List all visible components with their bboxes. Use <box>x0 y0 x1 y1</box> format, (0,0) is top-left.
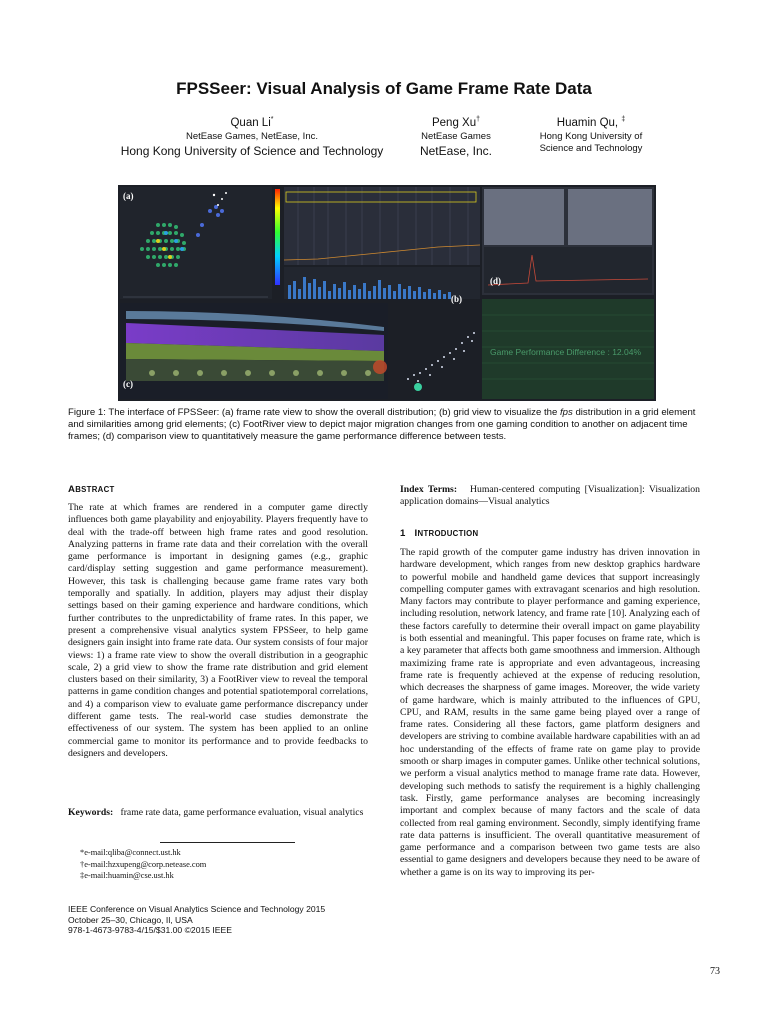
comparison-view <box>482 187 654 399</box>
panel-label-c: (c) <box>123 379 133 389</box>
author-mark: * <box>270 116 274 123</box>
panel-label-d: (d) <box>490 276 501 286</box>
footnote: ‡e-mail:huamin@cse.ust.hk <box>80 871 174 880</box>
footnote: *e-mail:qliba@connect.ust.hk <box>80 848 181 857</box>
heading-rest: BSTRACT <box>75 485 115 494</box>
heading-initial: I <box>414 528 418 539</box>
caption-fps: fps <box>559 407 573 418</box>
author-affiliation: Hong Kong University of Science and Technology <box>120 143 384 158</box>
index-terms <box>400 484 700 509</box>
footnotes <box>80 847 206 882</box>
keywords <box>68 807 368 819</box>
footnote: †e-mail:hzxupeng@corp.netease.com <box>80 859 207 869</box>
performance-difference-label: Game Performance Difference : 12.04% <box>490 347 642 357</box>
introduction-heading <box>400 528 478 539</box>
conference-line: IEEE Conference on Visual Analytics Science and Technology 2015 <box>68 904 326 914</box>
footnote-rule <box>160 842 295 843</box>
heading-rest: NTRODUCTION <box>417 529 479 538</box>
author-affiliation: NetEase Games, NetEase, Inc. <box>185 130 318 142</box>
color-legend <box>275 189 280 285</box>
keywords-label: Keywords: <box>68 807 114 818</box>
author-affiliation: NetEase Games <box>421 130 491 142</box>
introduction-text: The rapid growth of the computer game industry has driven innovation in hardware development, which ranges from new desktop graphics hardware to powerful mobile and handheld game devices that support increasingly compelling computer games with extravagant scenarios and high resolution. Many factors may contribute to player performance and gaming experience, including resolution, network latency, and frame rate [10]. Analyzing each of these factors carefully to determine their overall impact on game playability is both essential and meaningful. This paper focuses on frame rate, which is a key parameter that affects both game smoothness and immersion. Although maximizing frame rate is appropriate and even advantageous, increasing frame rate is frequently achieved at the expense of reducing resolution, which decreases the sharpness of game images. Moreover, the wide variety of game hardware, which is mainly attributed to the influences of GPU, CPU, and RAM, results in the same game being played over a range of frame rates. Considering all these factors, game platform designers and developers are striving to combine available hardware capabilities with an ad hoc understanding of the effects of frame rate on game play to provide smooth or sharp images in computer games. Unlike other technical solutions, we perform a visual analytics method to manage frame rate data. However, developing such methods to satisfy the requirement is a highly challenging task. Firstly, game performance analyses are becoming increasingly important and complex because of many factors and the scale of data collected from real gaming environment. Secondly, simply identifying frame rate data patterns is insufficient. The overall quantitative measurement of game performance and a comparison between two game tests are also essential to game designers and developers because they need to be aware of whether a game is on its way to improving its per- <box>400 547 700 878</box>
panel-label-a: (a) <box>123 191 134 201</box>
grid-view <box>284 187 480 299</box>
conference-line: October 25–30, Chicago, Il, USA <box>68 914 193 925</box>
author-mark: ‡ <box>621 116 626 123</box>
author-2 <box>400 112 512 159</box>
author-name: Huamin Qu, <box>556 116 619 129</box>
author-affiliation: Science and Technology <box>539 142 643 154</box>
figure-caption <box>68 407 700 444</box>
keywords-text: frame rate data, game performance evaluation, visual analytics <box>120 807 364 818</box>
author-name: Quan Li <box>230 116 271 129</box>
caption-part: distribution in a grid element and similarities among grid elements; (c) FootRiver view to depict major migration changes from one gaming condition to another on adjacent time frames; (d) comparison view to quantitatively measure the game performance difference between tests. <box>68 407 696 443</box>
heading-initial: A <box>68 484 76 495</box>
page-number: 73 <box>710 966 720 977</box>
paper-title: FPSSeer: Visual Analysis of Game Frame Rate Data <box>176 79 592 98</box>
author-1 <box>108 112 396 159</box>
author-affiliation: NetEase, Inc. <box>419 143 493 158</box>
abstract-text: The rate at which frames are rendered in a computer game directly influences both game playability and enjoyability. Players frequently have to deal with the trade-off between high frame rates and good resolution. Analyzing patterns in frame rate data and their correlation with the overall game performance is important in designing games (e.g., graphic card/display setting suggestion and game performance measurement). However, this task is challenging because game frame rates vary both temporally and spatially. In addition, players may adjust their display settings based on their gaming experience and hardware conditions, which further contributes to the unpredictability of frame rates. In this paper, we present a comprehensive visual analytics system FPSSeer, to help game designers gain insight into frame rate data. Our system consists of four major views: 1) a frame rate view to show the overall distribution in a geographic scale, 2) a grid view to show the frame rate distribution and grid element clusters based on their similarity, 3) a FootRiver view to reveal the temporal patterns in game condition changes and potential spatiotemporal correlations, and 4) a comparison view to evaluate game performance discrepancy under different game tests. The real-world case studies demonstrate the effectiveness of our system. The system has been applied to an online commercial game to monitor its performance and to provide feedbacks to designers and developers. <box>68 502 368 759</box>
index-terms-label: Index Terms: <box>400 484 458 495</box>
author-affiliation: Hong Kong University of <box>539 130 643 142</box>
section-number: 1 <box>400 528 406 539</box>
frame-rate-view <box>120 187 272 299</box>
conference-line: 978-1-4673-9783-4/15/$31.00 ©2015 IEEE <box>68 925 233 935</box>
author-3 <box>526 112 656 155</box>
author-mark: † <box>476 116 481 123</box>
caption-part: Figure 1: The interface of FPSSeer: (a) frame rate view to show the overall distribution; (b) grid view to visualize the <box>68 407 560 418</box>
author-name: Peng Xu <box>431 116 477 129</box>
abstract-heading <box>68 484 115 495</box>
conference-info <box>68 904 325 936</box>
panel-label-b: (b) <box>451 294 462 304</box>
figure-1 <box>118 185 656 401</box>
index-terms-text: Human-centered computing [Visualization]: Visualization application domains—Visual analytics <box>400 484 700 508</box>
